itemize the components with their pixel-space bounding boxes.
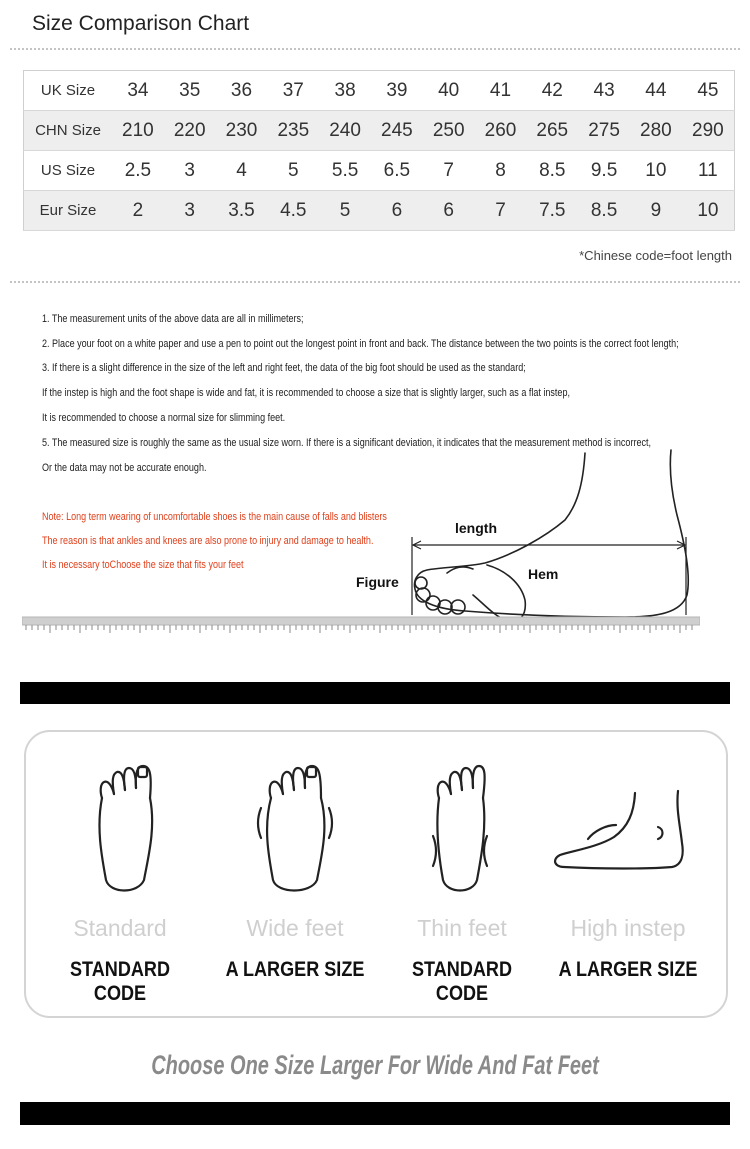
size-cell: 3.5 <box>216 191 268 231</box>
standard-foot-icon <box>90 758 162 898</box>
size-cell: 37 <box>267 71 319 111</box>
size-cell: 5 <box>267 151 319 191</box>
high-instep-foot-icon <box>550 785 690 875</box>
size-row <box>24 151 735 191</box>
instruction-line: 1. The measurement units of the above data are all in millimeters; <box>42 313 304 325</box>
instruction-line: Or the data may not be accurate enough. <box>42 462 207 474</box>
size-row-label: CHN Size <box>24 111 113 151</box>
size-cell: 230 <box>216 111 268 151</box>
size-cell: 10 <box>682 191 735 231</box>
size-advice-label: A LARGER SIZE <box>225 958 365 981</box>
section-divider-bar <box>20 682 730 704</box>
size-cell: 35 <box>164 71 216 111</box>
page-title: Size Comparison Chart <box>32 12 250 35</box>
size-cell: 36 <box>216 71 268 111</box>
size-cell: 6 <box>371 191 423 231</box>
size-cell: 4.5 <box>267 191 319 231</box>
size-cell: 250 <box>423 111 475 151</box>
warning-line: Note: Long term wearing of uncomfortable shoes is the main cause of falls and blisters <box>42 511 387 523</box>
divider <box>10 281 740 283</box>
size-cell: 3 <box>164 151 216 191</box>
foot-type-label: Wide feet <box>246 915 344 941</box>
footer-bar <box>20 1102 730 1125</box>
size-cell: 45 <box>682 71 735 111</box>
size-cell: 9 <box>630 191 682 231</box>
size-cell: 41 <box>475 71 527 111</box>
size-cell: 235 <box>267 111 319 151</box>
size-cell: 265 <box>526 111 578 151</box>
size-cell: 43 <box>578 71 630 111</box>
size-cell: 40 <box>423 71 475 111</box>
instruction-line: If the instep is high and the foot shape is wide and fat, it is recommended to choose a size that is slightly larger, such as a flat instep, <box>42 387 570 399</box>
thin-foot-icon <box>425 758 497 898</box>
foot-type-label: Thin feet <box>417 915 507 941</box>
size-cell: 5 <box>319 191 371 231</box>
size-cell: 210 <box>112 111 164 151</box>
size-cell: 2.5 <box>112 151 164 191</box>
size-cell: 7 <box>423 151 475 191</box>
size-cell: 10 <box>630 151 682 191</box>
size-cell: 5.5 <box>319 151 371 191</box>
size-cell: 11 <box>682 151 735 191</box>
size-cell: 44 <box>630 71 682 111</box>
size-row <box>24 191 735 231</box>
warning-line: It is necessary toChoose the size that fits your feet <box>42 559 244 571</box>
size-cell: 3 <box>164 191 216 231</box>
size-cell: 260 <box>475 111 527 151</box>
size-cell: 240 <box>319 111 371 151</box>
size-cell: 39 <box>371 71 423 111</box>
size-row-label: UK Size <box>24 71 113 111</box>
wide-foot-icon <box>255 758 335 898</box>
size-cell: 290 <box>682 111 735 151</box>
size-cell: 6.5 <box>371 151 423 191</box>
foot-type-label: Standard <box>73 915 167 941</box>
size-cell: 38 <box>319 71 371 111</box>
size-cell: 7 <box>475 191 527 231</box>
chinese-code-note: *Chinese code=foot length <box>579 248 732 263</box>
size-cell: 245 <box>371 111 423 151</box>
ruler-icon <box>22 614 700 634</box>
size-advice-label: A LARGER SIZE <box>558 958 698 981</box>
divider <box>10 48 740 50</box>
size-cell: 280 <box>630 111 682 151</box>
instruction-line: 2. Place your foot on a white paper and use a pen to point out the longest point in front and back. The distance between the two points is the correct foot length; <box>42 338 679 350</box>
size-row <box>24 111 735 151</box>
size-cell: 8.5 <box>578 191 630 231</box>
size-cell: 2 <box>112 191 164 231</box>
size-advice-label: STANDARD CODE <box>69 958 171 1005</box>
size-advice-label: STANDARD CODE <box>411 958 513 1005</box>
size-cell: 9.5 <box>578 151 630 191</box>
size-row-label: Eur Size <box>24 191 113 231</box>
size-cell: 42 <box>526 71 578 111</box>
instruction-line: 5. The measured size is roughly the same as the usual size worn. If there is a significant deviation, it indicates that the measurement method is incorrect, <box>42 437 651 449</box>
size-cell: 34 <box>112 71 164 111</box>
hem-label: Hem <box>528 566 559 582</box>
warning-line: The reason is that ankles and knees are also prone to injury and damage to health. <box>42 535 374 547</box>
figure-label: Figure <box>356 574 399 590</box>
size-row-label: US Size <box>24 151 113 191</box>
size-cell: 220 <box>164 111 216 151</box>
size-table <box>23 70 735 231</box>
length-label: length <box>455 520 497 536</box>
size-cell: 8.5 <box>526 151 578 191</box>
size-cell: 6 <box>423 191 475 231</box>
size-row <box>24 71 735 111</box>
foot-measurement-illustration <box>395 445 705 630</box>
size-cell: 275 <box>578 111 630 151</box>
size-cell: 7.5 <box>526 191 578 231</box>
size-cell: 8 <box>475 151 527 191</box>
instruction-line: It is recommended to choose a normal size for slimming feet. <box>42 412 286 424</box>
instruction-line: 3. If there is a slight difference in the size of the left and right feet, the data of the big foot should be used as the standard; <box>42 362 526 374</box>
size-cell: 4 <box>216 151 268 191</box>
foot-type-label: High instep <box>570 915 686 941</box>
slogan: Choose One Size Larger For Wide And Fat Feet <box>151 1050 599 1080</box>
